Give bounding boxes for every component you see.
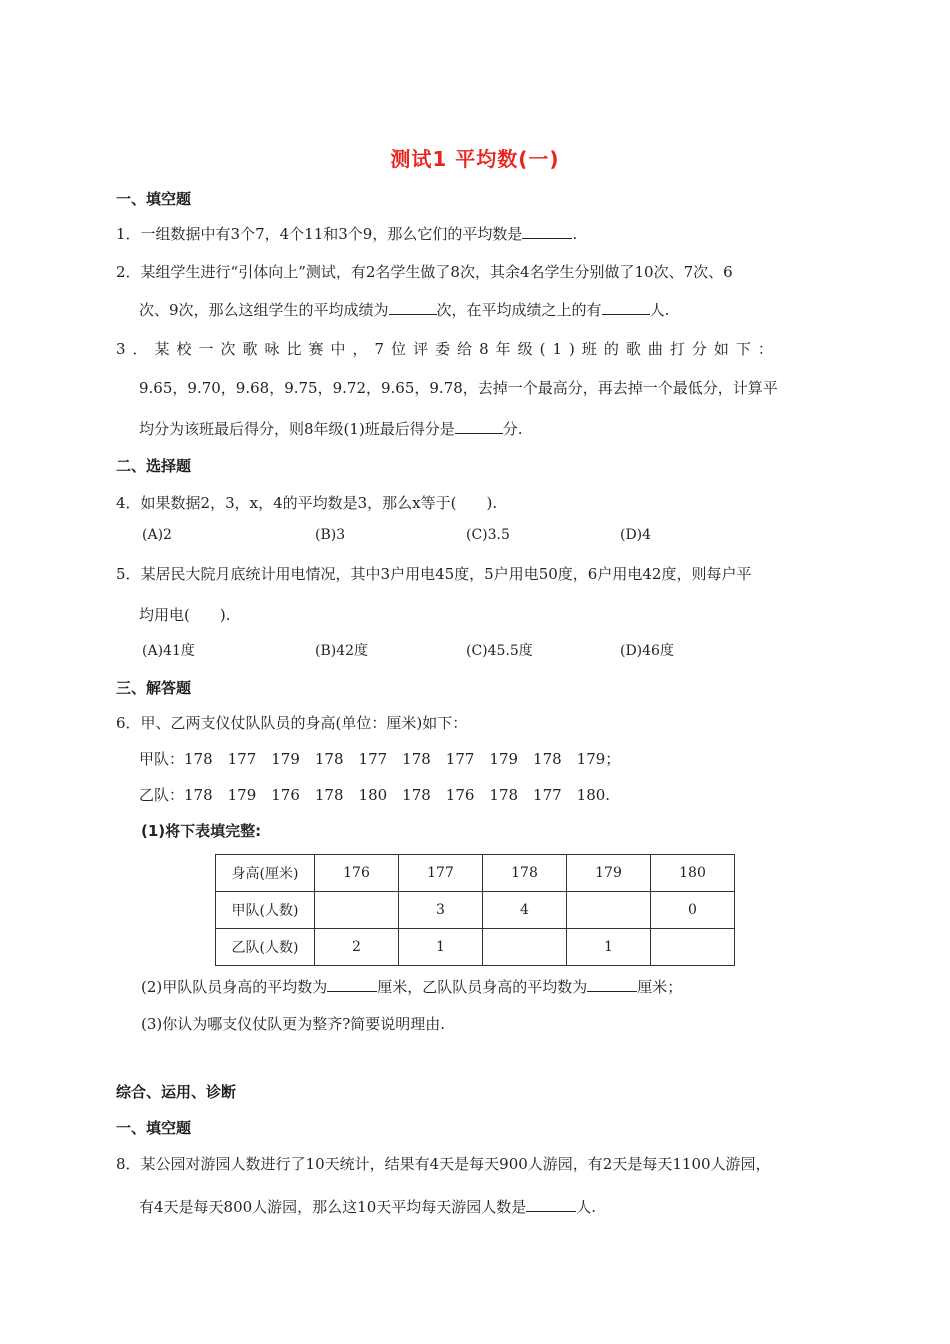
question-4: 4．如果数据2，3，x，4的平均数是3，那么x等于( ). bbox=[116, 494, 498, 512]
question-1 bbox=[116, 223, 577, 244]
question-8-part-a: 有4天是每天800人游园，那么这10天平均每天游园人数是 bbox=[139, 1198, 527, 1216]
table-cell-blank[interactable] bbox=[483, 929, 567, 966]
table-cell: 2 bbox=[315, 929, 399, 966]
answer-blank[interactable] bbox=[526, 1197, 576, 1212]
answer-blank[interactable] bbox=[522, 224, 572, 239]
section-heading-fill-blank-2: 一、填空题 bbox=[116, 1119, 192, 1137]
question-2-part-a: 次、9次，那么这组学生的平均成绩为 bbox=[139, 301, 389, 319]
question-5-line-2: 均用电( ). bbox=[139, 606, 231, 624]
table-cell: 乙队(人数) bbox=[216, 929, 315, 966]
section-heading-solve: 三、解答题 bbox=[116, 679, 192, 697]
section-heading-choice: 二、选择题 bbox=[116, 457, 192, 475]
page-title: 测试1 平均数(一) bbox=[390, 147, 560, 171]
question-6-sub-2-part-a: (2)甲队队员身高的平均数为 bbox=[141, 978, 328, 996]
table-cell-blank[interactable] bbox=[567, 892, 651, 929]
answer-blank[interactable] bbox=[587, 977, 637, 992]
question-2-line-2 bbox=[139, 299, 669, 320]
q5-option-c[interactable]: (C)45.5度 bbox=[466, 643, 533, 659]
table-cell: 1 bbox=[399, 929, 483, 966]
q4-option-b[interactable]: (B)3 bbox=[315, 527, 346, 543]
question-6-sub-2-part-b: 厘米，乙队队员身高的平均数为 bbox=[377, 978, 588, 996]
table-cell: 4 bbox=[483, 892, 567, 929]
section-heading-fill-blank: 一、填空题 bbox=[116, 190, 192, 208]
table-cell-blank[interactable] bbox=[315, 892, 399, 929]
answer-blank[interactable] bbox=[389, 300, 437, 315]
question-2-part-c: 人. bbox=[649, 301, 670, 319]
question-6-team-jia: 甲队：178 177 179 178 177 178 177 179 178 179； bbox=[139, 750, 621, 768]
question-8-part-b: 人. bbox=[576, 1198, 597, 1216]
question-3-part-a: 均分为该班最后得分，则8年级(1)班最后得分是 bbox=[139, 420, 455, 438]
q4-option-a[interactable]: (A)2 bbox=[142, 527, 172, 543]
table-cell: 甲队(人数) bbox=[216, 892, 315, 929]
q4-option-c[interactable]: (C)3.5 bbox=[466, 527, 510, 543]
question-3-line-2: 9.65，9.70，9.68，9.75，9.72，9.65，9.78，去掉一个最高分，再去掉一个最低分，计算平 bbox=[139, 379, 778, 397]
table-cell: 178 bbox=[483, 855, 567, 892]
table-cell: 3 bbox=[399, 892, 483, 929]
question-6-sub-1: (1)将下表填完整: bbox=[141, 822, 262, 840]
table-cell: 179 bbox=[567, 855, 651, 892]
section-heading-comprehensive: 综合、运用、诊断 bbox=[116, 1083, 237, 1101]
question-5-line-1: 5．某居民大院月底统计用电情况，其中3户用电45度，5户用电50度，6户用电42度，则每户平 bbox=[116, 565, 752, 583]
height-table bbox=[215, 854, 735, 966]
table-row-jia bbox=[216, 892, 735, 929]
question-6-sub-2 bbox=[141, 976, 682, 997]
question-6-sub-2-part-c: 厘米； bbox=[637, 978, 683, 996]
table-cell: 180 bbox=[651, 855, 735, 892]
answer-blank[interactable] bbox=[455, 419, 503, 434]
question-6-team-yi: 乙队：178 179 176 178 180 178 176 178 177 180. bbox=[139, 786, 611, 804]
question-8-line-1: 8．某公园对游园人数进行了10天统计，结果有4天是每天900人游园，有2天是每天1100人游园， bbox=[116, 1155, 771, 1173]
question-1-text: 1．一组数据中有3个7，4个11和3个9，那么它们的平均数是 bbox=[116, 225, 523, 243]
table-cell: 0 bbox=[651, 892, 735, 929]
table-cell-blank[interactable] bbox=[651, 929, 735, 966]
q5-option-b[interactable]: (B)42度 bbox=[315, 643, 369, 659]
question-8-line-2 bbox=[139, 1196, 596, 1217]
q5-option-a[interactable]: (A)41度 bbox=[142, 643, 195, 659]
answer-blank[interactable] bbox=[327, 977, 377, 992]
question-6-sub-3: (3)你认为哪支仪仗队更为整齐?简要说明理由. bbox=[141, 1015, 446, 1033]
question-3-line-1: 3．某校一次歌咏比赛中，7位评委给8年级(1)班的歌曲打分如下： bbox=[116, 340, 780, 358]
question-3-part-b: 分. bbox=[502, 420, 523, 438]
question-1-end: . bbox=[572, 225, 578, 243]
question-3-line-3 bbox=[139, 418, 523, 439]
answer-blank[interactable] bbox=[602, 300, 650, 315]
q5-option-d[interactable]: (D)46度 bbox=[620, 643, 674, 659]
question-2-line-1: 2．某组学生进行“引体向上”测试，有2名学生做了8次，其余4名学生分别做了10次、7次、6 bbox=[116, 263, 733, 281]
table-cell: 身高(厘米) bbox=[216, 855, 315, 892]
table-cell: 1 bbox=[567, 929, 651, 966]
table-cell: 176 bbox=[315, 855, 399, 892]
table-row-yi bbox=[216, 929, 735, 966]
question-2-part-b: 次，在平均成绩之上的有 bbox=[436, 301, 602, 319]
question-6-line-1: 6．甲、乙两支仪仗队队员的身高(单位：厘米)如下： bbox=[116, 714, 468, 732]
table-header-row bbox=[216, 855, 735, 892]
table-cell: 177 bbox=[399, 855, 483, 892]
q4-option-d[interactable]: (D)4 bbox=[620, 527, 652, 543]
